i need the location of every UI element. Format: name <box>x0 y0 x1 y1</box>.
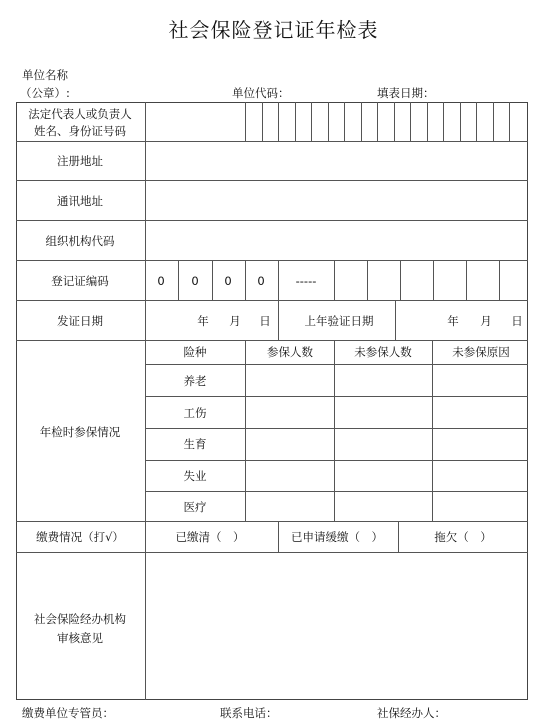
insurance-col-divider <box>334 340 335 521</box>
annual-check-table <box>16 102 528 700</box>
cert-cell-divider <box>278 260 279 300</box>
insurance-type: 失业 <box>183 469 207 483</box>
cert-cell-divider <box>178 260 179 300</box>
cert-digit: 0 <box>257 274 265 288</box>
payment-divider <box>278 521 279 552</box>
id-cell-divider <box>311 102 312 141</box>
cert-cell-divider <box>433 260 434 300</box>
id-cell-divider <box>443 102 444 141</box>
mail-address-label: 通讯地址 <box>57 194 103 208</box>
cert-digit: 0 <box>224 274 232 288</box>
cert-cell-divider <box>212 260 213 300</box>
id-cell-divider <box>328 102 329 141</box>
insurance-type: 工伤 <box>183 406 207 420</box>
id-cell-divider <box>377 102 378 141</box>
check-day-label: 日 <box>511 314 523 328</box>
insurance-col-divider <box>245 340 246 521</box>
row-divider <box>16 300 528 301</box>
id-cell-divider <box>460 102 461 141</box>
issue-year-label: 年 <box>197 314 209 328</box>
last-check-date-label: 上年验证日期 <box>304 314 374 328</box>
row-divider <box>145 428 528 429</box>
cert-cell-divider <box>466 260 467 300</box>
id-cell-divider <box>361 102 362 141</box>
id-cell-divider <box>344 102 345 141</box>
id-cell-divider <box>295 102 296 141</box>
reg-address-label: 注册地址 <box>57 154 103 168</box>
payment-deferred-option: 已申请缓缴（ ） <box>291 530 383 544</box>
id-cell-divider <box>245 102 246 141</box>
legal-rep-label-line2: 姓名、身份证号码 <box>34 124 126 138</box>
footer-phone-label: 联系电话： <box>220 706 278 720</box>
cert-dash: ----- <box>295 274 317 288</box>
review-label-line1: 社会保险经办机构 <box>34 612 126 626</box>
row-divider <box>16 141 528 142</box>
id-cell-divider <box>509 102 510 141</box>
cert-cell-divider <box>367 260 368 300</box>
col-header-uninsured: 未参保人数 <box>354 345 412 359</box>
row-divider <box>145 364 528 365</box>
check-month-label: 月 <box>480 314 492 328</box>
id-cell-divider <box>476 102 477 141</box>
cert-cell-divider <box>245 260 246 300</box>
legal-rep-label-line1: 法定代表人或负责人 <box>28 107 132 121</box>
id-cell-divider <box>278 102 279 141</box>
cert-number-label: 登记证编码 <box>51 274 109 288</box>
col-header-type: 险种 <box>183 345 207 359</box>
unit-name-label: 单位名称 <box>22 68 68 82</box>
col-header-insured: 参保人数 <box>267 345 313 359</box>
seal-label: （公章）: <box>20 86 70 100</box>
unit-code-label: 单位代码： <box>232 86 290 100</box>
insurance-col-divider <box>432 340 433 521</box>
cert-digit: 0 <box>157 274 165 288</box>
page-title: 社会保险登记证年检表 <box>168 18 379 42</box>
cert-cell-divider <box>334 260 335 300</box>
row-divider <box>145 460 528 461</box>
footer-handler-label: 社保经办人： <box>377 706 446 720</box>
date-cell-divider <box>278 300 279 340</box>
col-header-reason: 未参保原因 <box>452 345 510 359</box>
row-divider <box>145 491 528 492</box>
insurance-type: 生育 <box>183 437 207 451</box>
cert-digit: 0 <box>191 274 199 288</box>
review-label-line2: 审核意见 <box>57 631 103 645</box>
fill-date-label: 填表日期： <box>377 86 435 100</box>
issue-date-label: 发证日期 <box>57 314 103 328</box>
insurance-section-label: 年检时参保情况 <box>39 425 121 439</box>
check-year-label: 年 <box>447 314 459 328</box>
row-divider <box>16 260 528 261</box>
org-code-label: 组织机构代码 <box>45 234 115 248</box>
label-column-divider <box>145 102 146 700</box>
payment-divider <box>398 521 399 552</box>
payment-label: 缴费情况（打√） <box>36 530 124 544</box>
row-divider <box>16 220 528 221</box>
cert-cell-divider <box>499 260 500 300</box>
cert-cell-divider <box>400 260 401 300</box>
row-divider <box>16 552 528 553</box>
payment-paid-option: 已缴清（ ） <box>175 530 245 544</box>
row-divider <box>16 340 528 341</box>
payment-arrears-option: 拖欠（ ） <box>434 530 492 544</box>
row-divider <box>16 521 528 522</box>
date-cell-divider <box>395 300 396 340</box>
issue-day-label: 日 <box>259 314 271 328</box>
row-divider <box>16 180 528 181</box>
insurance-type: 养老 <box>183 374 207 388</box>
id-cell-divider <box>410 102 411 141</box>
id-cell-divider <box>427 102 428 141</box>
id-cell-divider <box>493 102 494 141</box>
row-divider <box>145 396 528 397</box>
issue-month-label: 月 <box>229 314 241 328</box>
insurance-type: 医疗 <box>183 500 207 514</box>
footer-manager-label: 缴费单位专管员： <box>22 706 114 720</box>
id-cell-divider <box>262 102 263 141</box>
id-cell-divider <box>394 102 395 141</box>
